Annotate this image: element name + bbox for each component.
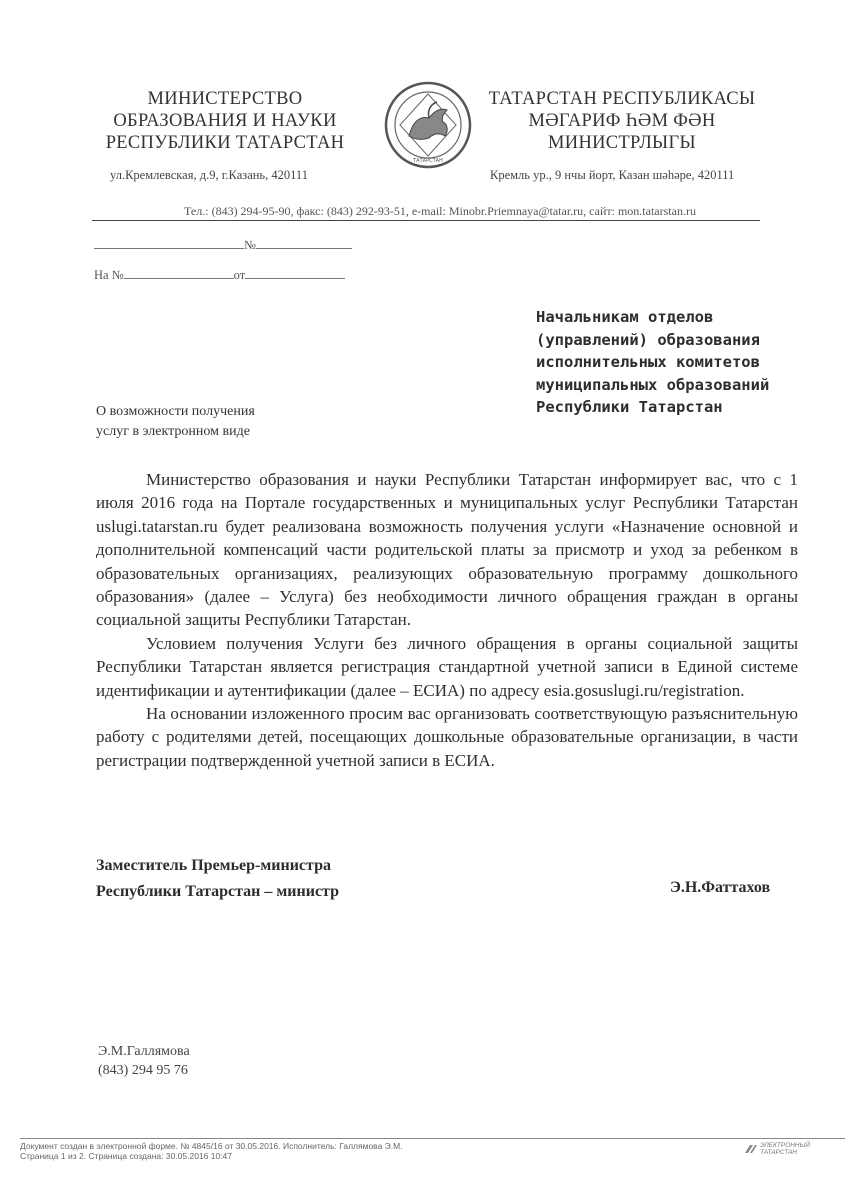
tatarstan-emblem-icon xyxy=(383,80,473,170)
header-divider xyxy=(92,220,760,221)
ministry-name-ru: МИНИСТЕРСТВО ОБРАЗОВАНИЯ И НАУКИ РЕСПУБЛИКИ ТАТАРСТАН xyxy=(105,89,345,153)
reference-number-field: На № от xyxy=(94,266,345,283)
body-paragraph: На основании изложенного просим вас организовать соответствующую разъяснительную работу с родителями детей, посещающих дошкольные образовательные организации, в части регистрации подтвержденной учетной записи в ЕСИА. xyxy=(96,704,798,770)
signatory-name: Э.Н.Фаттахов xyxy=(670,879,771,896)
letter-body xyxy=(96,468,798,772)
body-paragraph: Условием получения Услуги без личного обращения в органы социальной защиты Республики Татарстан является регистрация стандартной учетной записи в Единой системе идентификации и аутентификации (далее – ЕСИА) по адресу esia.gosuslugi.ru/registration. xyxy=(96,633,798,700)
addressee-block: Начальникам отделов (управлений) образования исполнительных комитетов муниципальных образований Республики Татарстан xyxy=(536,308,770,416)
ministry-address-tt: Кремль ур., 9 нчы йорт, Казан шәһәре, 420111 xyxy=(490,168,735,182)
executor-block: Э.М.Галлямова (843) 294 95 76 xyxy=(98,1044,190,1078)
ministry-address-ru: ул.Кремлевская, д.9, г.Казань, 420111 xyxy=(110,168,308,182)
electronic-tatarstan-logo-icon xyxy=(744,1143,758,1155)
ministry-name-tt: ТАТАРСТАН РЕСПУБЛИКАСЫ МӘГАРИФ ҺӘМ ФӘН МИНИСТРЛЫГЫ xyxy=(488,89,756,153)
outgoing-number-field: № xyxy=(94,236,352,253)
electronic-document-footer: Документ создан в электронной форме. № 4845/16 от 30.05.2016. Исполнитель: Галлямова Э.М. Страница 1 из 2. Страница создана: 30.05.2016 10:47 xyxy=(20,1141,403,1161)
electronic-tatarstan-logo: ЭЛЕКТРОННЫЙ ТАТАРСТАН xyxy=(760,1142,810,1156)
contact-line: Тел.: (843) 294-95-90, факс: (843) 292-93-51, e-mail: Minobr.Priemnaya@tatar.ru, сайт: mon.tatarstan.ru xyxy=(184,204,696,218)
body-paragraph: Министерство образования и науки Республики Татарстан информирует вас, что с 1 июля 2016 года на Портале государственных и муниципальных услуг Республики Татарстан uslugi.tatarstan.ru будет реализована возможность получения услуги «Назначение основной и дополнительной компенсаций части родительской платы за присмотр и уход за ребенком в образовательных организациях, реализующих образовательную программу дошкольного образования» (далее – Услуга) без необходимости личного обращения граждан в органы социальной защиты Республики Татарстан. xyxy=(96,470,798,630)
letter-subject: О возможности получения услуг в электронном виде xyxy=(96,404,255,439)
emblem-ring-text: ТАТАРСТАН xyxy=(413,158,443,164)
footer-divider xyxy=(20,1138,845,1139)
signatory-title: Заместитель Премьер-министра Республики Татарстан – министр xyxy=(96,857,339,900)
